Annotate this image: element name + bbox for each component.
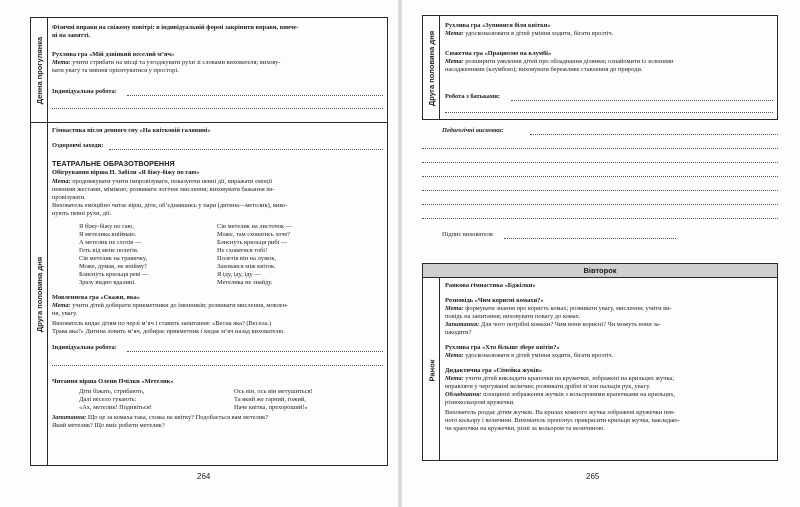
equipment-text: площинні зображення жучків з кольоровими крапочками на крильцях, xyxy=(481,391,676,398)
write-line xyxy=(530,134,778,135)
health-label: Оздоровчі заходи: xyxy=(52,142,104,149)
poem-line: Блиснуть крильця рибі — xyxy=(217,239,288,246)
goal-text: розширити уявлення дітей про обладнання ділянки; ознайомити із зеленими xyxy=(463,58,674,65)
speech-goal-line-1 xyxy=(52,302,288,310)
speech-text-line-2: Трава яка?» Дитина ловить м’яч, добирає прикметник і кидає м’яч назад вихователю. xyxy=(52,328,285,335)
poem-line: Може, там сховатись хоче? xyxy=(217,231,291,238)
morning-gym-title: Ранкова гімнастика «Бджілки» xyxy=(445,282,536,289)
afternoon-section-label: Друга половина дня xyxy=(35,256,45,333)
goal-label: Мета: xyxy=(52,302,71,309)
goal-label: Мета: xyxy=(445,305,464,312)
poem-line: Сів метелик на травичку, xyxy=(79,255,148,262)
poem-line: Заховався між квіток. xyxy=(217,263,276,270)
walk-individual-label: Індивідуальна робота: xyxy=(52,88,117,95)
questions-label: Запитання: xyxy=(52,414,87,421)
theatre-title: ТЕАТРАЛЬНЕ ОБРАЗОТВОРЕННЯ xyxy=(52,159,175,168)
goal-label: Мета: xyxy=(445,375,464,382)
left-plan-table xyxy=(30,17,388,466)
goal-label: Мета: xyxy=(445,352,464,359)
goal-label: Мета: xyxy=(445,30,464,37)
write-line xyxy=(422,162,778,163)
right-afternoon-table xyxy=(422,15,778,120)
signature-label: Підпис вихователя xyxy=(442,231,493,238)
game2-title: Рухлива гра «Хто більше збере квітів?» xyxy=(445,344,560,351)
equipment-line-1 xyxy=(445,391,675,399)
game1-title: Рухлива гра «Зупинися біля квітки» xyxy=(445,22,551,29)
write-line xyxy=(422,204,778,205)
questions-text: Для чого потрібні комахи? Чим вони корисні? Чи можуть вони за- xyxy=(479,321,661,328)
poem-line: А метелик не схотів — xyxy=(79,239,142,246)
poem-line: Полетів він на лужок, xyxy=(217,255,277,262)
theatre-goal-line-2: певними жестами, мімікою; розвивати логічне мислення; виховувати бажання ім- xyxy=(52,186,275,193)
theatre-goal-line-3: провізувати. xyxy=(52,194,86,201)
equipment-line-2: різнокольорові кружечки. xyxy=(445,399,515,406)
reading-questions-line-1 xyxy=(52,414,268,422)
write-line xyxy=(52,365,383,366)
page-number-left: 264 xyxy=(197,472,211,481)
write-line xyxy=(445,112,773,113)
poem-line: Далі весело гукають: xyxy=(79,396,137,403)
reading-title: Читання вірша Олени Пчілки «Метелик» xyxy=(52,378,174,385)
poem-line: Ось він, ось він метушиться! xyxy=(234,388,313,395)
goal-text: учити дітей викладати крапочки на кружечки, зображені на крильцях жучка; xyxy=(463,375,675,382)
gym-title: Гімнастика після денного сну «На квітковій галявині» xyxy=(52,127,211,134)
plot-goal-line-1 xyxy=(445,58,673,66)
poem-line: Я іду, іду, іду — xyxy=(217,271,261,278)
write-line xyxy=(52,108,383,109)
game1-goal xyxy=(445,30,613,38)
theatre-goal-line-1 xyxy=(52,178,272,186)
didactic-goal-line-2: вправляти у чергуванні величин; розвивати дрібні м’язи пальців рук, увагу. xyxy=(445,383,651,390)
poem-line: Я метелика впіймаю. xyxy=(79,231,137,238)
poem-line: Я біжу-біжу по гаю, xyxy=(79,223,134,230)
afternoon-individual-label: Індивідуальна робота: xyxy=(52,344,117,351)
goal-text: продовжувати учити імпровізувати, показуючи певні дії, виражати емоції xyxy=(70,178,273,185)
goal-text: учити дітей добирати прикметники до іменників; розвивати мислення, мовлен- xyxy=(70,302,289,309)
didactic-desc-line-3: чи крапочки на кружечки, різні за кольором та величиною. xyxy=(445,425,605,432)
theatre-intro-line-1: Вихователь емоційно читає вірш, діти, об’єднавшись у пари (дитина—метелик), вико- xyxy=(52,202,288,209)
write-line xyxy=(422,190,778,191)
write-line xyxy=(511,100,773,101)
walk-section-label: Денна прогулянка xyxy=(35,36,44,104)
talk-goal-line-2: повідь на запитання; виховувати повагу до комах. xyxy=(445,313,581,320)
poem-line: Геть від мене полетів. xyxy=(79,247,139,254)
right-page xyxy=(402,0,800,507)
poem-line: Метелика не знайду. xyxy=(217,279,273,286)
questions-label: Запитання: xyxy=(445,321,480,328)
questions-text: Що це за комаха така, схожа на квітку? Подобається вам метелик? xyxy=(86,414,269,421)
didactic-title: Дидактична гра «Сімейка жуків» xyxy=(445,367,543,374)
morning-section-label: Ранок xyxy=(427,359,437,381)
poem-line: Може, думав, не впійму? xyxy=(79,263,147,270)
plot-game-title: Сюжетна гра «Працюємо на клумбі» xyxy=(445,50,552,57)
write-line xyxy=(109,149,383,150)
walk-goal-line-1 xyxy=(52,59,281,67)
write-line xyxy=(422,218,778,219)
write-line xyxy=(127,95,383,96)
poem-line: Блиснуть крильця реві — xyxy=(79,271,149,278)
game2-goal xyxy=(445,352,613,360)
goal-text: удосконалювати в дітей уміння ходити, бігати врозтіч. xyxy=(463,30,614,37)
speech-game-title: Мовленнєва гра «Скажи, яка» xyxy=(52,294,140,301)
poem-line: «Ах, метелик! Подивіться! xyxy=(79,404,152,411)
write-line xyxy=(422,176,778,177)
write-line xyxy=(127,351,383,352)
plot-goal-line-2: насадженнями (клумбою); виховувати бережливе ставлення до природи. xyxy=(445,66,643,73)
walk-game-title: Рухлива гра «Мій дзвінкий веселий м’яч» xyxy=(52,51,175,58)
talk-questions-line-2: шкодити? xyxy=(445,329,472,336)
afternoon-section-label: Друга половина дня xyxy=(427,30,437,107)
conclusions-label: Педагогічні висновки: xyxy=(442,127,504,134)
walk-exercise-line-2: ні на занятті. xyxy=(52,32,91,39)
day-header: Вівторок xyxy=(423,264,777,278)
didactic-goal-line-1 xyxy=(445,375,674,383)
parents-label: Робота з батьками: xyxy=(445,93,501,100)
poem-line: Зразу видно вдалині. xyxy=(79,279,136,286)
walk-exercise-line-1: Фізичні вправи на свіжому повітрі: в індивідуальній формі закріпити вправи, вивче- xyxy=(52,24,299,31)
tuesday-table xyxy=(422,263,778,461)
didactic-desc-line-2: ного кольору і величини. Вихователь пропонує прикрасити крильця жучка, накладаю- xyxy=(445,417,680,424)
poem-line: Діти біжать, стрибають, xyxy=(79,388,145,395)
signature-line xyxy=(504,238,676,239)
write-line xyxy=(422,148,778,149)
verse-title: Обігрування вірша Н. Забіли «Я біжу-біжу по гаю» xyxy=(52,169,200,176)
goal-label: Мета: xyxy=(52,59,71,66)
didactic-desc-line-1: Вихователь роздає дітям жучків. На крилах кожного жучка зображені кружечки пев- xyxy=(445,409,676,416)
goal-text: удосконалювати в дітей уміння ходити, бігати врозтіч. xyxy=(463,352,614,359)
talk-title: Розповідь «Чим корисні комахи?» xyxy=(445,297,544,304)
page-number-right: 265 xyxy=(586,472,600,481)
poem-line: Сів метелик на листочок — xyxy=(217,223,293,230)
speech-text-line-1: Вихователь кидає дітям по черзі м’яч і ставить запитання: «Весна яка? (Весела.) xyxy=(52,320,272,327)
goal-text: учити стрибати на місці та узгоджувати рухи зі словами вихователя; вихову- xyxy=(70,59,281,66)
poem-line: Не сховатися тобі! xyxy=(217,247,268,254)
left-page xyxy=(0,0,398,507)
goal-label: Мета: xyxy=(445,58,464,65)
poem-line: Та який же гарний, гожий, xyxy=(234,396,306,403)
talk-goal-line-1 xyxy=(445,305,672,313)
talk-questions-line-1 xyxy=(445,321,661,329)
walk-goal-line-2: вати увагу та вміння орієнтуватися у просторі. xyxy=(52,67,179,74)
goal-text: формувати знання про користь комах; розвивати увагу, мислення; учити ви- xyxy=(463,305,672,312)
section-divider xyxy=(31,122,387,123)
speech-goal-line-2: ня, увагу. xyxy=(52,310,78,317)
equipment-label: Обладнання: xyxy=(445,391,482,398)
reading-questions-line-2: Який метелик? Що вміє робити метелик? xyxy=(52,422,165,429)
goal-label: Мета: xyxy=(52,178,71,185)
theatre-intro-line-2: нують певні рухи, дії. xyxy=(52,210,112,217)
poem-line: Наче квітка, прехороший!» xyxy=(234,404,308,411)
